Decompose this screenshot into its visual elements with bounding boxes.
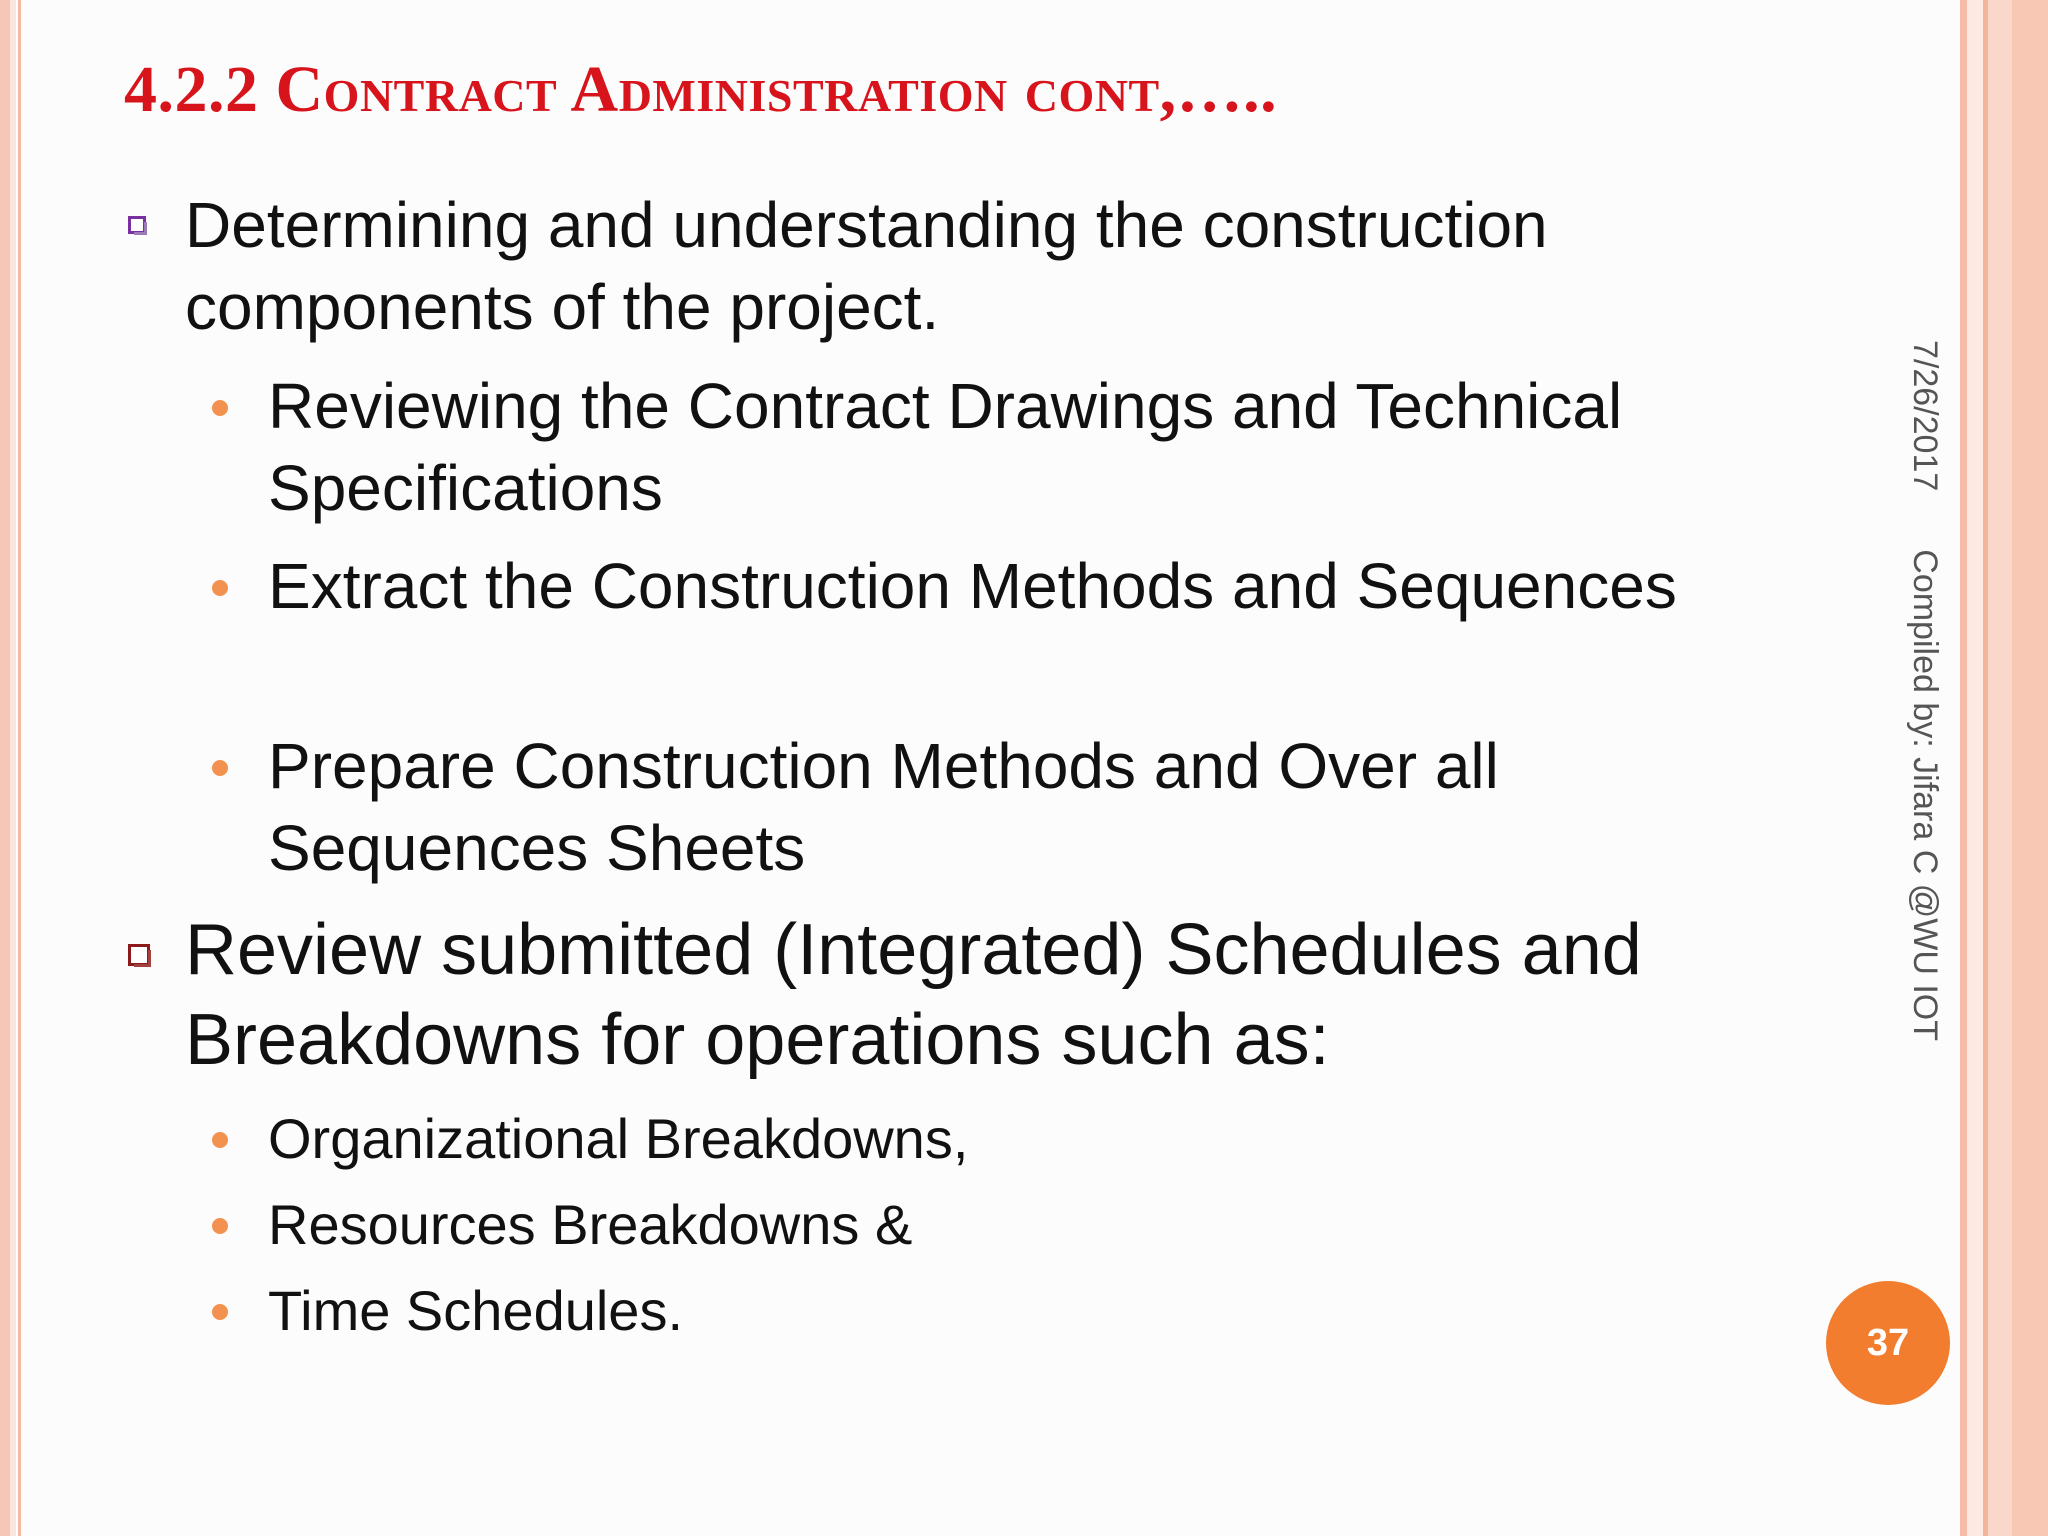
- footer-author: Compiled by: Jifara C @WU IOT: [1906, 549, 1944, 1041]
- left-border-inner-decoration: [10, 0, 16, 1536]
- dot-bullet-icon: [212, 1132, 228, 1148]
- sub-bullet-2-1: Organizational Breakdowns,: [268, 1107, 969, 1170]
- vertical-footer: [1905, 340, 1945, 1040]
- footer-date: 7/26/2017: [1906, 340, 1944, 492]
- slide-title: 4.2.2 Contract Administration cont,…..: [124, 53, 1278, 126]
- right-border-decoration: [1967, 0, 1983, 1536]
- dot-bullet-icon: [212, 580, 228, 596]
- dot-bullet-icon: [212, 1218, 228, 1234]
- dot-bullet-icon: [212, 400, 228, 416]
- bullet-1-text: Determining and understanding the construction components of the project.: [185, 189, 1548, 343]
- right-border-decoration: [2012, 0, 2048, 1536]
- dot-bullet-icon: [212, 760, 228, 776]
- dot-bullet-icon: [212, 1304, 228, 1320]
- page-number-badge: 37: [1826, 1281, 1950, 1405]
- square-bullet-icon: [128, 216, 146, 234]
- right-border-decoration: [1960, 0, 1967, 1536]
- right-border-decoration: [1988, 0, 2012, 1536]
- bullet-2-text: Review submitted (Integrated) Schedules and Breakdowns for operations such as:: [185, 910, 1642, 1080]
- sub-bullet-2-3: Time Schedules.: [268, 1279, 683, 1342]
- sub-bullet-1-2: Extract the Construction Methods and Sequences: [268, 550, 1677, 622]
- left-border-line-decoration: [18, 0, 21, 1536]
- sub-bullet-1-1: Reviewing the Contract Drawings and Technical Specifications: [268, 370, 1623, 524]
- sub-bullet-1-3: Prepare Construction Methods and Over all Sequences Sheets: [268, 730, 1499, 884]
- sub-bullet-2-2: Resources Breakdowns &: [268, 1193, 913, 1256]
- square-bullet-icon: [128, 944, 150, 966]
- left-border-decoration: [0, 0, 10, 1536]
